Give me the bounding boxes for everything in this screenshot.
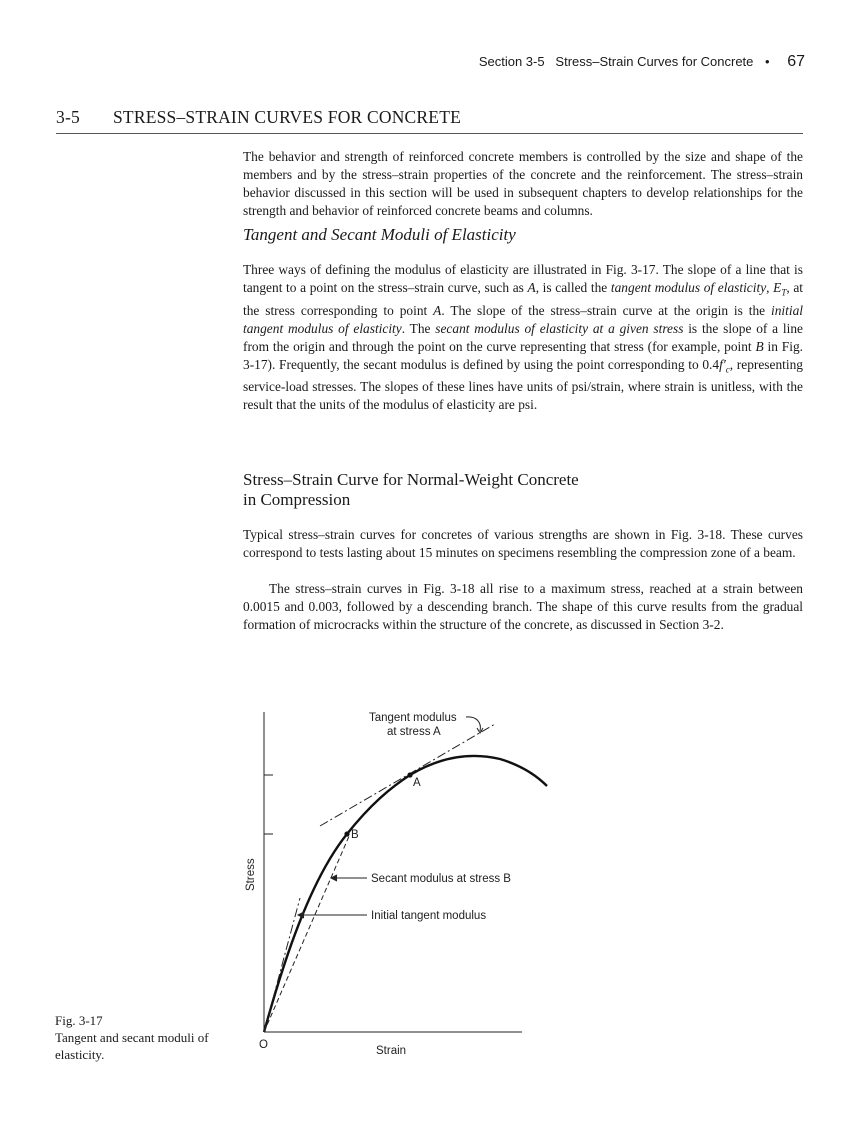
subscript: T: [781, 287, 787, 298]
section-title: STRESS–STRAIN CURVES FOR CONCRETE: [113, 107, 461, 127]
secant-line-b: [264, 834, 350, 1032]
text-segment: , is called the: [535, 280, 611, 295]
point-b-label: B: [351, 829, 359, 841]
subheading-curve-line1: Stress–Strain Curve for Normal-Weight Concrete: [243, 470, 579, 489]
subscript: c: [725, 364, 730, 375]
text-segment: Three ways of defining the modulus of elasticity are illustrated in Fig. 3-17. The slope of a line that is tangent to a point on the stress–strain curve, such as: [243, 262, 803, 295]
text-segment: , at the stress corresponding to point: [243, 280, 804, 318]
initial-tangent-line: [264, 898, 300, 1032]
text-segment: . The: [401, 320, 436, 336]
italic-text: f′: [719, 356, 726, 372]
figure-caption: [55, 1012, 235, 1063]
header-bullet: •: [765, 54, 770, 69]
caption-number: Fig. 3-17: [55, 1013, 103, 1028]
italic-text: A: [527, 280, 536, 295]
section-number: 3-5: [56, 107, 80, 127]
y-axis-label: Stress: [245, 858, 257, 891]
caption-text: Tangent and secant moduli of elasticity.: [55, 1030, 209, 1062]
x-axis-label: Strain: [376, 1045, 407, 1057]
tangent-label-line2: at stress A: [387, 726, 441, 738]
text-segment: Typical stress–strain curves for concretes of various strengths are shown in Fig. 3-18. These curves correspond to tests lasting about 15 minutes on specimens resembling the compression zone of a beam.: [243, 527, 803, 560]
italic-text: initial tangent modulus of elasticity: [243, 302, 803, 336]
italic-text: secant modulus of elasticity at a given stress: [435, 320, 684, 336]
text-segment: The stress–strain curves in Fig. 3-18 all rise to a maximum stress, reached at a strain between 0.0015 and 0.003, followed by a descending branch. The shape of this curve results from the gradual formation of microcracks within the structure of the concrete, as discussed in Section 3-2.: [243, 581, 803, 632]
text-segment: ,: [766, 280, 774, 295]
tangent-arrow: [466, 717, 480, 731]
italic-text: B: [755, 338, 764, 354]
header-section: Section 3-5: [478, 54, 545, 69]
point-b-marker: [344, 831, 349, 836]
text-segment: is the slope of a line from the origin and through the point on the curve representing that stress (for example, point: [243, 320, 803, 354]
italic-text: E: [773, 280, 782, 295]
secant-label: Secant modulus at stress B: [371, 873, 511, 885]
origin-label: O: [259, 1039, 268, 1051]
tangent-label-line1: Tangent modulus: [369, 712, 457, 724]
italic-text: tangent modulus of elasticity: [610, 280, 767, 295]
text-segment: , representing service-load stresses. The slopes of these lines have units of psi/strain, where strain is unitless, with the result that the units of the modulus of elasticity are psi.: [243, 356, 803, 413]
subheading-curve-line2: in Compression: [243, 490, 351, 509]
text-segment: The behavior and strength of reinforced concrete members is controlled by the size and shape of the members and by the stress–strain properties of the concrete and the reinforcement. The stress–strain behavior discussed in this section will be used in subsequent chapters to develop relationships for the strength and behavior of reinforced concrete beams and columns.: [243, 149, 803, 218]
subheading-moduli: Tangent and Secant Moduli of Elasticity: [243, 225, 516, 244]
text-segment: in Fig. 3-17). Frequently, the secant modulus is defined by using the point corresponding to 0.4: [243, 338, 803, 372]
text-segment: . The slope of the stress–strain curve at the origin is the: [441, 302, 771, 318]
italic-text: A: [433, 302, 442, 318]
header-title: Stress–Strain Curves for Concrete: [555, 54, 754, 69]
point-a-label: A: [413, 777, 421, 789]
stress-strain-curve: [264, 756, 547, 1032]
initial-label: Initial tangent modulus: [371, 910, 487, 922]
point-a-marker: [407, 772, 412, 777]
page-number: 67: [787, 53, 805, 70]
